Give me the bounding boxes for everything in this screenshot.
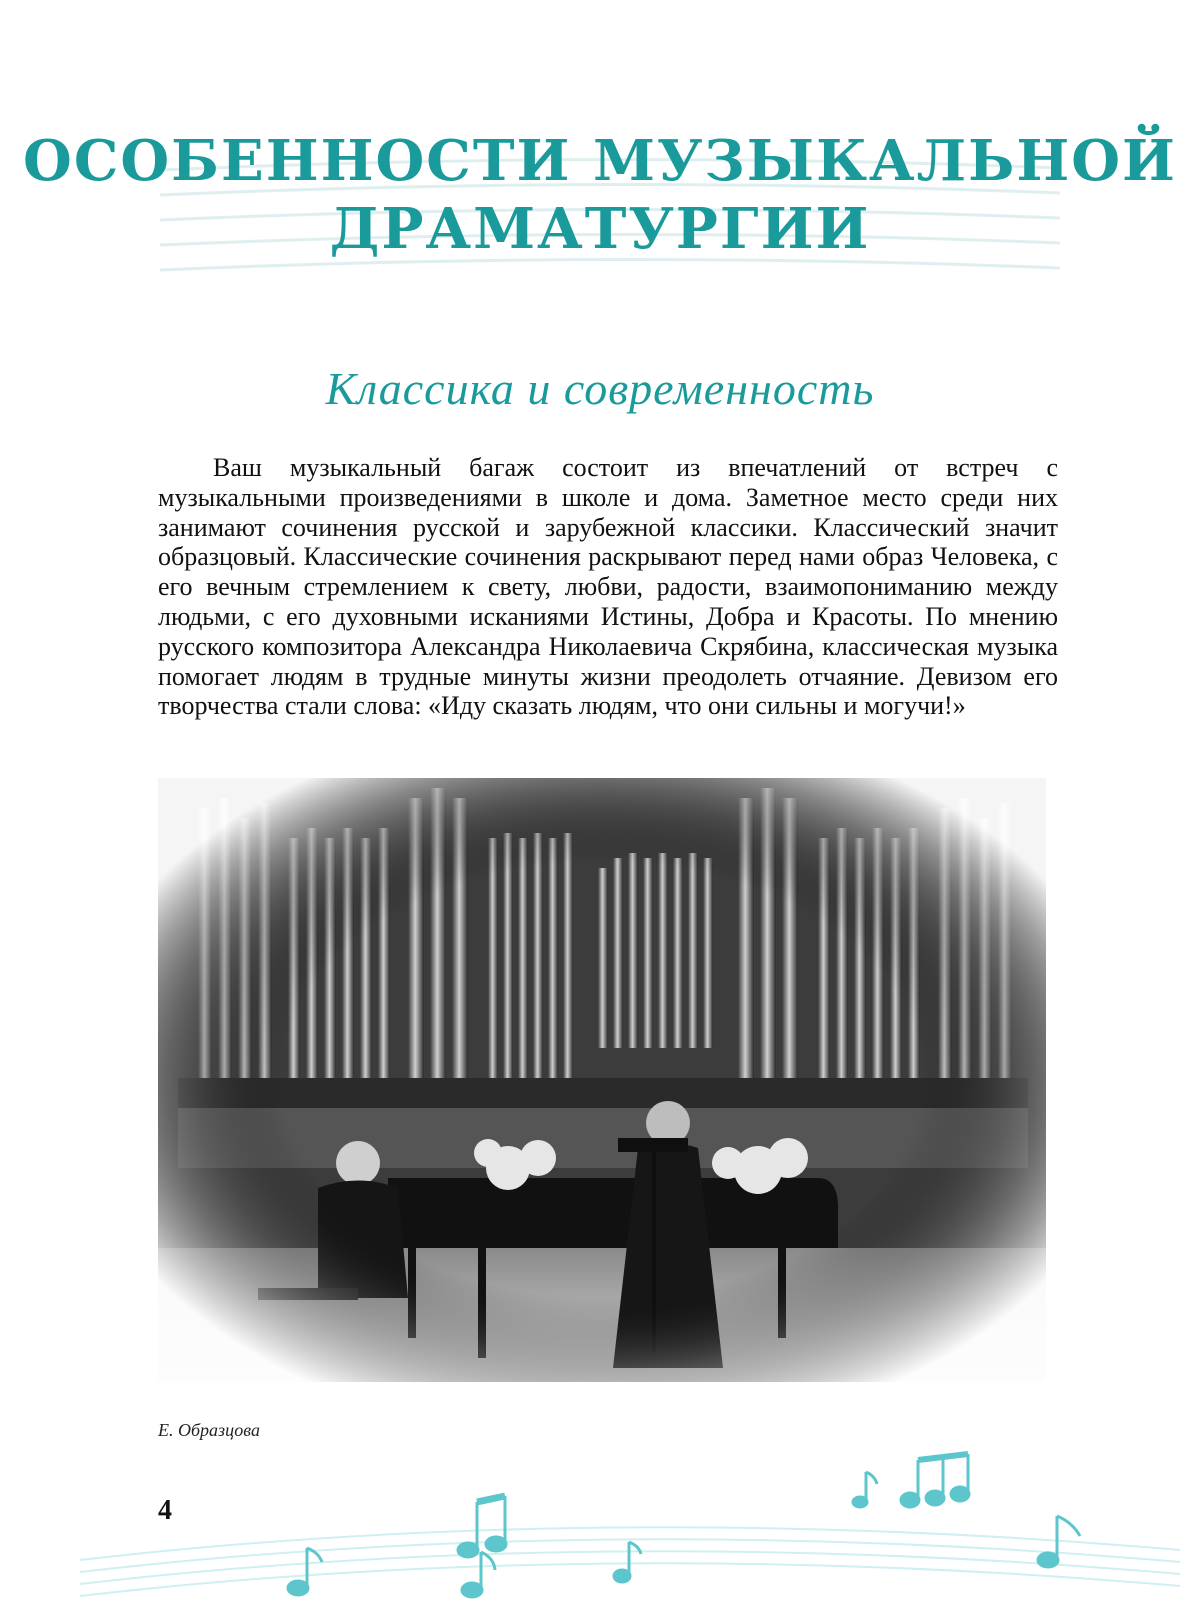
- page-number: 4: [158, 1495, 172, 1526]
- music-note-icon: [901, 1454, 969, 1507]
- footer-music-notes-decoration: [0, 1440, 1200, 1600]
- music-note-icon: [458, 1496, 506, 1557]
- body-paragraph: Ваш музыкальный багаж состоит из впечатлений от встреч с музыкальными произведениями в школе и дома. Заметное место среди них занимают сочинения русской и зарубежной классики. Классический значит образцовый. Классические сочинения раскрывают перед нами образ Человека, с его вечным стремлением к свету, любви, радости, взаимопониманию между людьми, с его духовными исканиями Истины, Добра и Красоты. По мнению русского композитора Александра Николаевича Скрябина, классическая музыка помогает людям в трудные минуты жизни преодолеть отчаяние. Девизом его творчества стали слова: «Иду сказать людям, что они сильны и могучи!»: [158, 453, 1058, 721]
- concert-hall-photo: [158, 778, 1046, 1382]
- music-note-icon: [853, 1472, 877, 1507]
- chapter-title-line2: ДРАМАТУРГИИ: [329, 196, 871, 262]
- section-subtitle: Классика и современность: [325, 363, 875, 414]
- organ-stage-illustration: [158, 778, 1046, 1382]
- music-note-icon: [288, 1548, 322, 1595]
- chapter-title-line1: ОСОБЕННОСТИ МУЗЫКАЛЬНОЙ: [23, 128, 1177, 194]
- music-note-icon: [614, 1542, 641, 1582]
- photo-caption: Е. Образцова: [158, 1420, 260, 1440]
- music-note-icon: [462, 1552, 495, 1597]
